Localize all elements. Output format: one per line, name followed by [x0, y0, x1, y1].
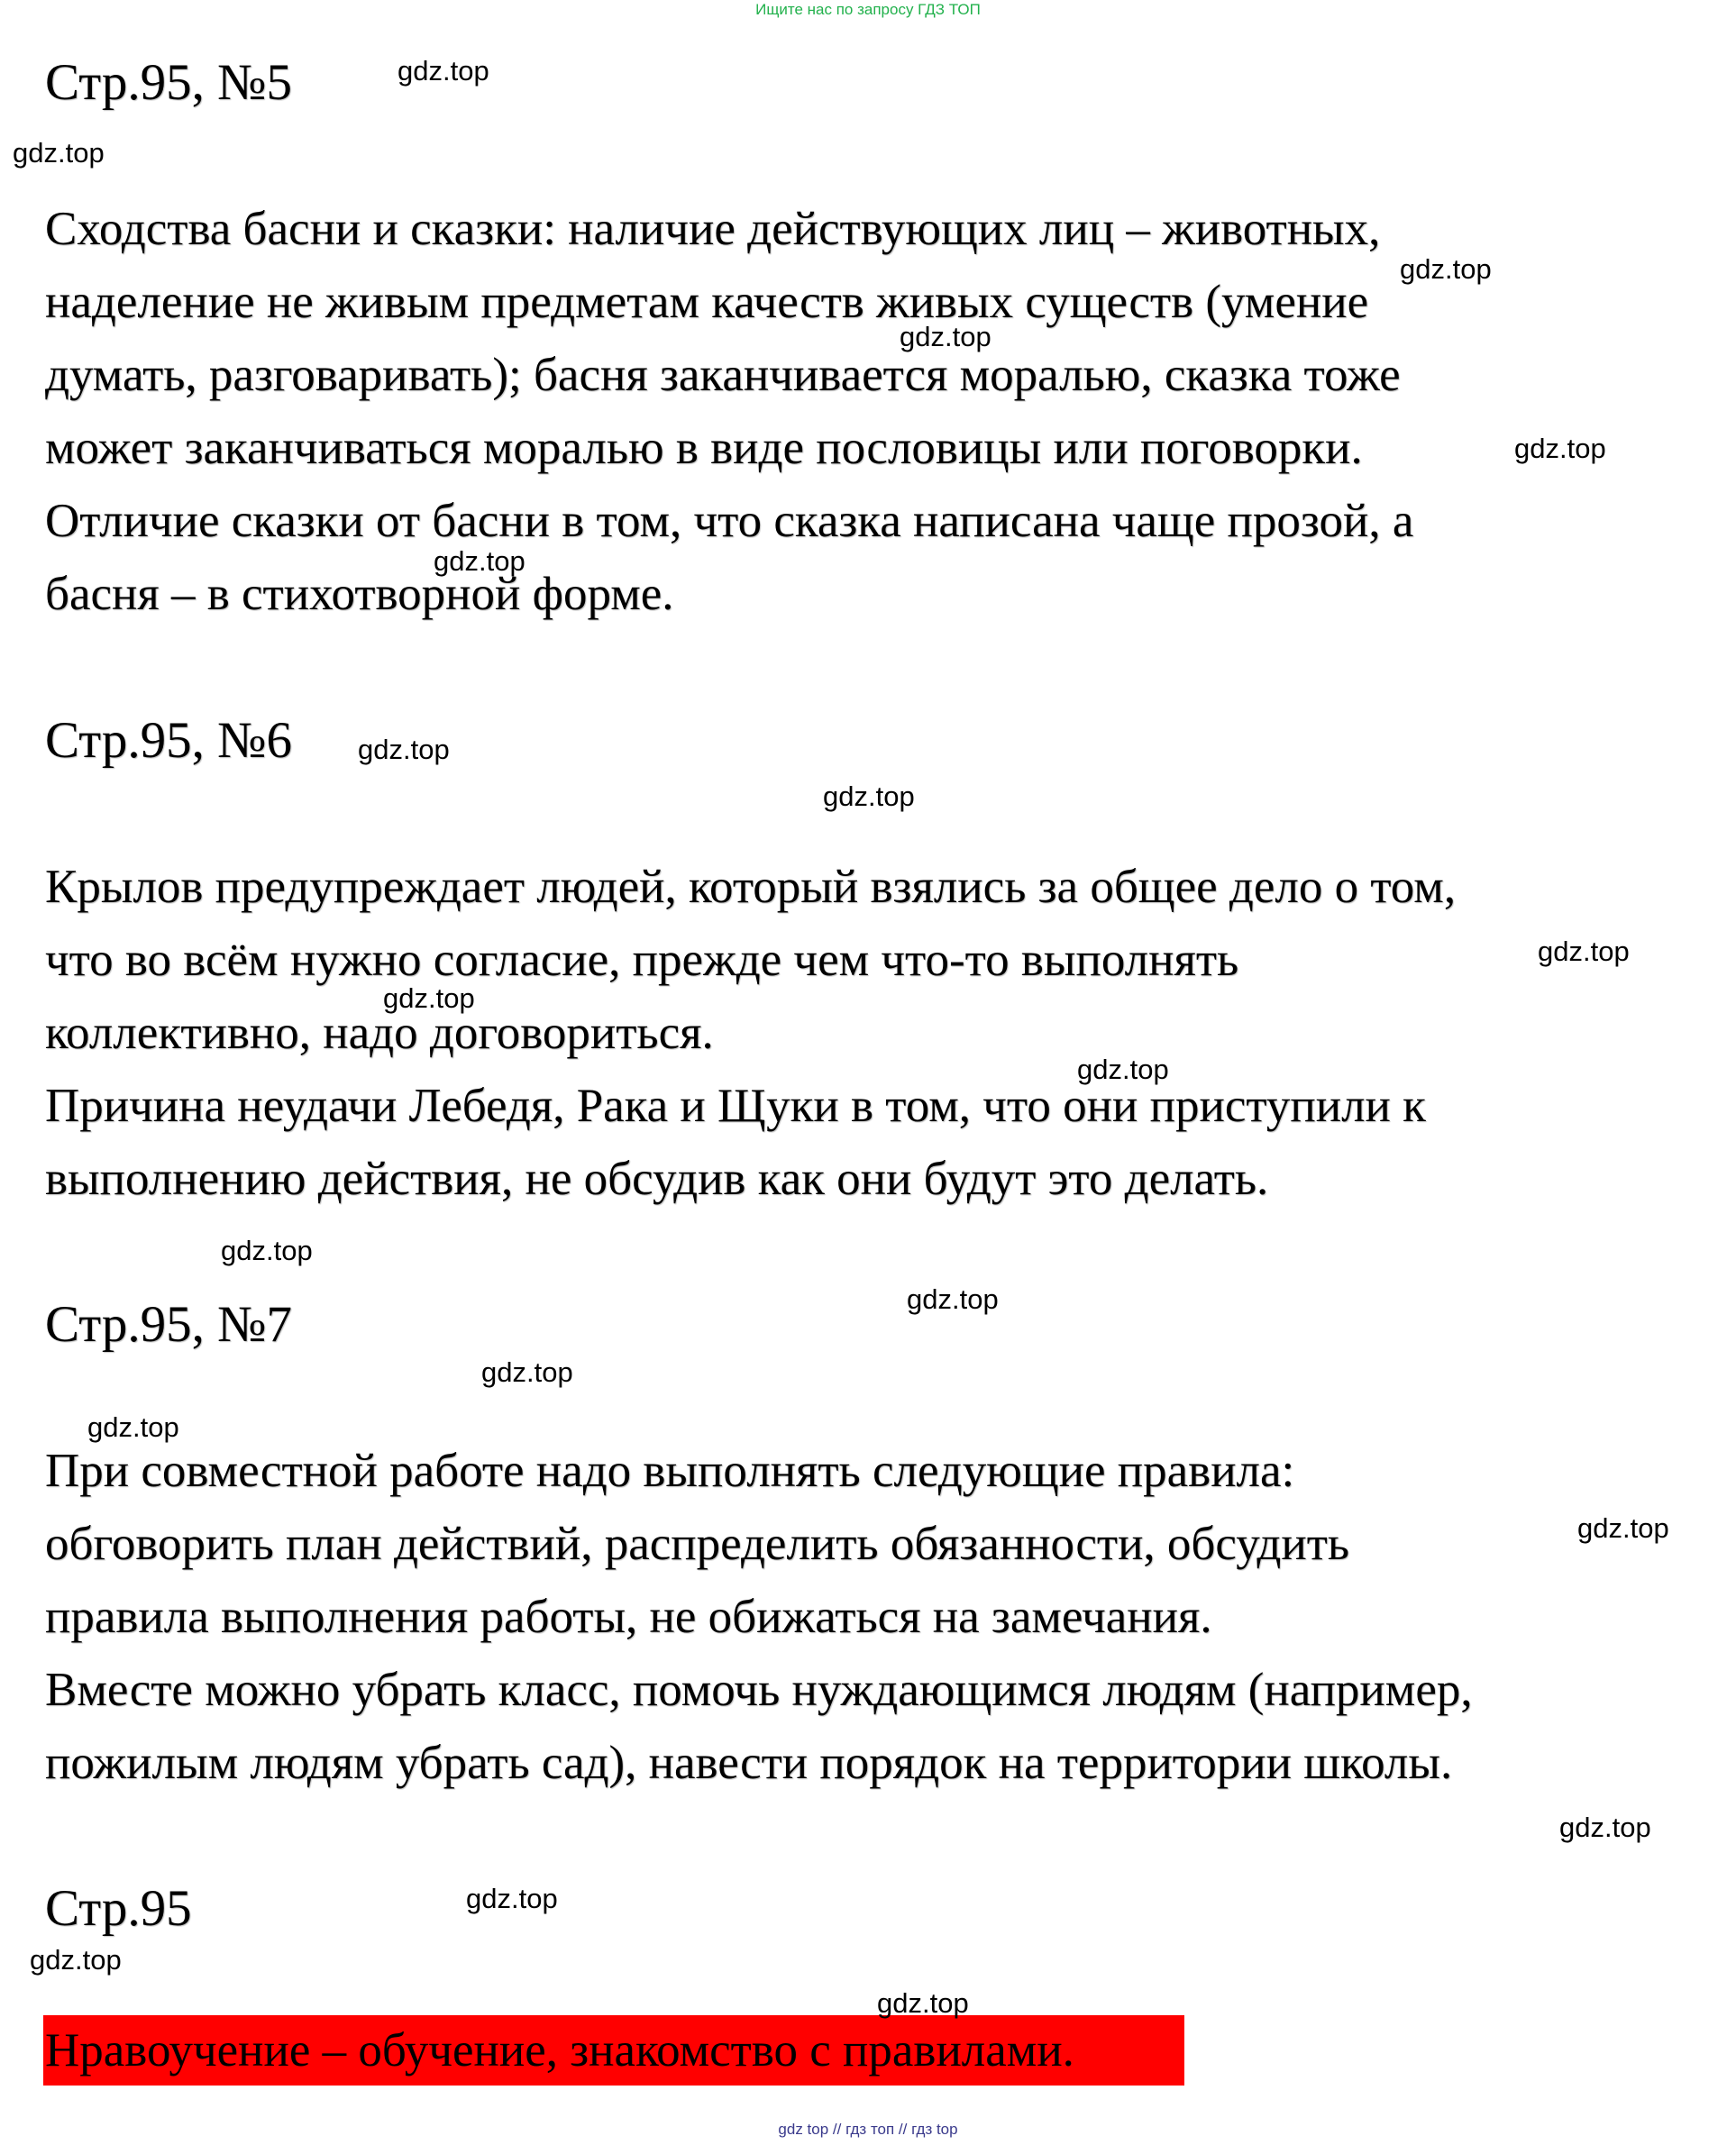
watermark: gdz.top	[1077, 1054, 1169, 1085]
paragraph-line: Крылов предупреждает людей, который взялись за общее дело о том,	[45, 861, 1457, 913]
highlighted-answer: Нравоучение – обучение, знакомство с правилами.	[43, 2015, 1184, 2086]
watermark: gdz.top	[221, 1235, 313, 1266]
watermark: gdz.top	[1559, 1812, 1651, 1843]
watermark: gdz.top	[1538, 936, 1630, 967]
paragraph-line: может заканчиваться моралью в виде пословицы или поговорки.	[45, 422, 1363, 474]
watermark: gdz.top	[907, 1283, 999, 1315]
watermark: gdz.top	[823, 780, 915, 812]
paragraph-line: коллективно, надо договориться.	[45, 1007, 714, 1059]
answer-paragraph	[45, 851, 1456, 1216]
watermark: gdz.top	[1577, 1512, 1669, 1544]
watermark: gdz.top	[87, 1411, 179, 1443]
section-heading: Стр.95, №6	[45, 712, 293, 769]
paragraph-line: обговорить план действий, распределить обязанности, обсудить	[45, 1518, 1350, 1570]
answer-paragraph	[45, 193, 1413, 631]
watermark: gdz.top	[30, 1944, 122, 1976]
paragraph-line: правила выполнения работы, не обижаться на замечания.	[45, 1591, 1212, 1643]
paragraph-line: Отличие сказки от басни в том, что сказка написана чаще прозой, а	[45, 495, 1414, 547]
paragraph-line: что во всём нужно согласие, прежде чем что-то выполнять	[45, 934, 1239, 986]
watermark: gdz.top	[900, 321, 991, 352]
paragraph-line: При совместной работе надо выполнять следующие правила:	[45, 1445, 1295, 1497]
paragraph-line: Сходства басни и сказки: наличие действующих лиц – животных,	[45, 203, 1381, 255]
watermark: gdz.top	[13, 137, 105, 169]
watermark: gdz.top	[466, 1883, 558, 1914]
watermark: gdz.top	[1400, 253, 1492, 285]
paragraph-line: пожилым людям убрать сад), навести порядок на территории школы.	[45, 1737, 1453, 1789]
watermark: gdz.top	[383, 982, 475, 1014]
watermark: gdz.top	[397, 55, 489, 87]
section-heading: Стр.95, №5	[45, 54, 293, 111]
section-heading: Стр.95, №7	[45, 1296, 293, 1353]
paragraph-line: Причина неудачи Лебедя, Рака и Щуки в том, что они приступили к	[45, 1080, 1426, 1132]
paragraph-line: басня – в стихотворной форме.	[45, 568, 674, 620]
watermark: gdz.top	[1514, 433, 1606, 464]
top-banner: Ищите нас по запросу ГДЗ ТОП	[755, 1, 981, 18]
paragraph-line: думать, разговаривать); басня заканчивается моралью, сказка тоже	[45, 349, 1401, 401]
watermark: gdz.top	[481, 1356, 573, 1388]
paragraph-line: наделение не живым предметам качеств живых существ (умение	[45, 276, 1369, 328]
paragraph-line: Вместе можно убрать класс, помочь нуждающимся людям (например,	[45, 1664, 1473, 1716]
watermark: gdz.top	[877, 1987, 969, 2019]
watermark: gdz.top	[434, 545, 525, 577]
watermark: gdz.top	[358, 734, 450, 765]
answer-paragraph	[45, 1435, 1473, 1800]
paragraph-line: выполнению действия, не обсудив как они будут это делать.	[45, 1153, 1269, 1205]
section-heading: Стр.95	[45, 1880, 192, 1937]
bottom-banner: gdz top // гдз топ // гдз top	[778, 2121, 958, 2138]
